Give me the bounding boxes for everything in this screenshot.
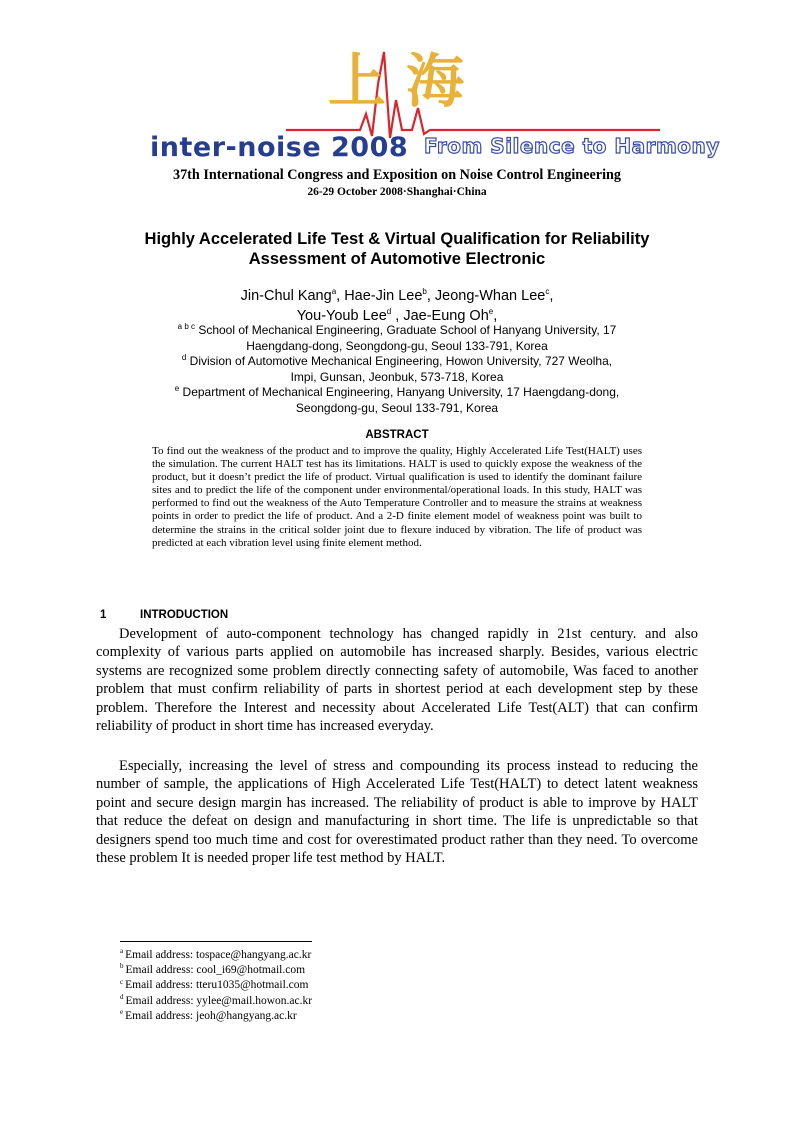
author-superscript: b (422, 287, 427, 297)
footnote (120, 978, 312, 993)
affiliation-3 (120, 385, 674, 416)
affiliation-superscript: d (181, 353, 187, 362)
author-superscript: c (545, 287, 550, 297)
author-name: Jae-Eung Oh (403, 308, 489, 324)
conference-logo (140, 44, 720, 166)
congress-date: 26-29 October 2008·Shanghai·China (307, 186, 487, 198)
footnote-marker: e (120, 1007, 124, 1016)
affiliation-1 (120, 323, 674, 354)
congress-title: 37th International Congress and Exposition on Noise Control Engineering (172, 167, 622, 183)
affiliation-text: Division of Automotive Mechanical Engineering, Howon University, 727 Weolha, (189, 354, 613, 368)
paragraph-text: Development of auto-component technology has changed rapidly in 21st century. and also complexity of various parts applied on automobile has increased sharply. Besides, various electric systems are recognized some problem directly connecting safety of automobile, Was faced to another problem that must confirm reliability of parts in shortest period at each development step by these problem. Therefore the Interest and necessity about Accelerated Life Test(ALT) that can confirm reliability of product in short time has increased everyday. (96, 626, 698, 735)
footnotes (120, 948, 312, 1024)
abstract-heading: ABSTRACT (365, 429, 429, 441)
logo-wordmark: inter-noise 2008 (150, 132, 409, 163)
footnote-text: Email address: tospace@hangyang.ac.kr (125, 949, 312, 961)
affiliation-text: Haengdang-dong, Seongdong-gu, Seoul 133-791, Korea (246, 338, 548, 353)
footnote-marker: c (120, 977, 124, 986)
affiliation-superscript: e (174, 384, 180, 393)
author-line-1: Jin-Chul Kang$^a$, Hae-Jin Lee$^b$, Jeong-Whan Lee$^c$, (240, 287, 554, 304)
section-title: INTRODUCTION (140, 609, 229, 621)
footnote-text: Email address: tteru1035@hotmail.com (125, 979, 309, 992)
footnote (120, 1009, 312, 1024)
body-paragraph-1 (96, 625, 698, 735)
affiliation-text: Department of Mechanical Engineering, Hanyang University, 17 Haengdang-dong, (182, 385, 620, 399)
footnote-text: Email address: cool_i69@hotmail.com (125, 964, 306, 977)
affiliation-superscript: a b c (177, 322, 195, 331)
paragraph-text: Especially, increasing the level of stress and compounding its process instead to reducing the number of sample, the applications of High Accelerated Life Test(HALT) to detect latent weakness point and secure design margin has increased. The reliability of product is able to improve by HALT that reduce the defeat on design and manufacturing in short time. The life is unpredictable so that designers spend too much time and cost for overestimated product rather than they need. To overcome these problem It is needed proper life test method by HALT. (96, 758, 698, 867)
abstract-body: To find out the weakness of the product and to improve the quality, Highly Accelerated Life Test(HALT) uses the simulation. The current HALT test has its limitations. HALT is used to quickly expose the weakness of the product, but it doesn’t predict the life of product. Virtual qualification is used to identify the dominant failure sites and to predict the life of the component under environmental/operational loads. In this study, HALT was performed to find out the weakness of the Auto Temperature Controller and to measure the strains at weakness points in order to predict the life of product. And a 2-D finite element model of weakness point was built to determine the strains in the critical solder joint due to flexure induced by vibration. The life of product was predicted at each vibration level using finite element method. (152, 445, 642, 549)
footnote-text: Email address: yylee@mail.howon.ac.kr (125, 994, 313, 1007)
author-list (100, 286, 694, 326)
affiliation-text: School of Mechanical Engineering, Graduate School of Hanyang University, 17 (198, 323, 617, 337)
footnote (120, 948, 312, 963)
paper-title-line-2: Assessment of Automotive Electronic (248, 250, 546, 268)
paper-title-line-1: Highly Accelerated Life Test & Virtual Qualification for Reliability (144, 230, 650, 248)
affiliation-2 (120, 354, 674, 385)
paper-title (100, 229, 694, 269)
author-name: Jeong-Whan Lee (434, 288, 546, 304)
footnote-text: Email address: jeoh@hangyang.ac.kr (125, 1009, 297, 1022)
footnote-marker: d (120, 992, 124, 1001)
author-superscript: e (488, 307, 494, 317)
section-number: 1 (100, 609, 107, 621)
author-superscript: d (386, 307, 392, 317)
affiliation-text: Seongdong-gu, Seoul 133-791, Korea (295, 400, 499, 415)
section-heading-introduction (100, 609, 229, 621)
logo-chinese-characters: 上海 (328, 47, 485, 115)
footnote (120, 963, 312, 978)
author-superscript: a (331, 287, 337, 297)
footnote-divider (120, 941, 312, 942)
author-name: Hae-Jin Lee (344, 288, 423, 304)
author-line-2: You-Youb Lee$^d$ , Jae-Eung Oh$^e$, (296, 307, 498, 324)
footnote-marker: b (120, 962, 124, 971)
author-name: Jin-Chul Kang (240, 288, 332, 304)
body-paragraph-2 (96, 757, 698, 867)
footnote-marker: a (120, 947, 124, 956)
footnote (120, 994, 312, 1009)
author-name: You-Youb Lee (296, 308, 387, 324)
affiliation-text: Impi, Gunsan, Jeonbuk, 573-718, Korea (290, 369, 504, 384)
logo-tagline: From Silence to Harmony (424, 134, 720, 158)
